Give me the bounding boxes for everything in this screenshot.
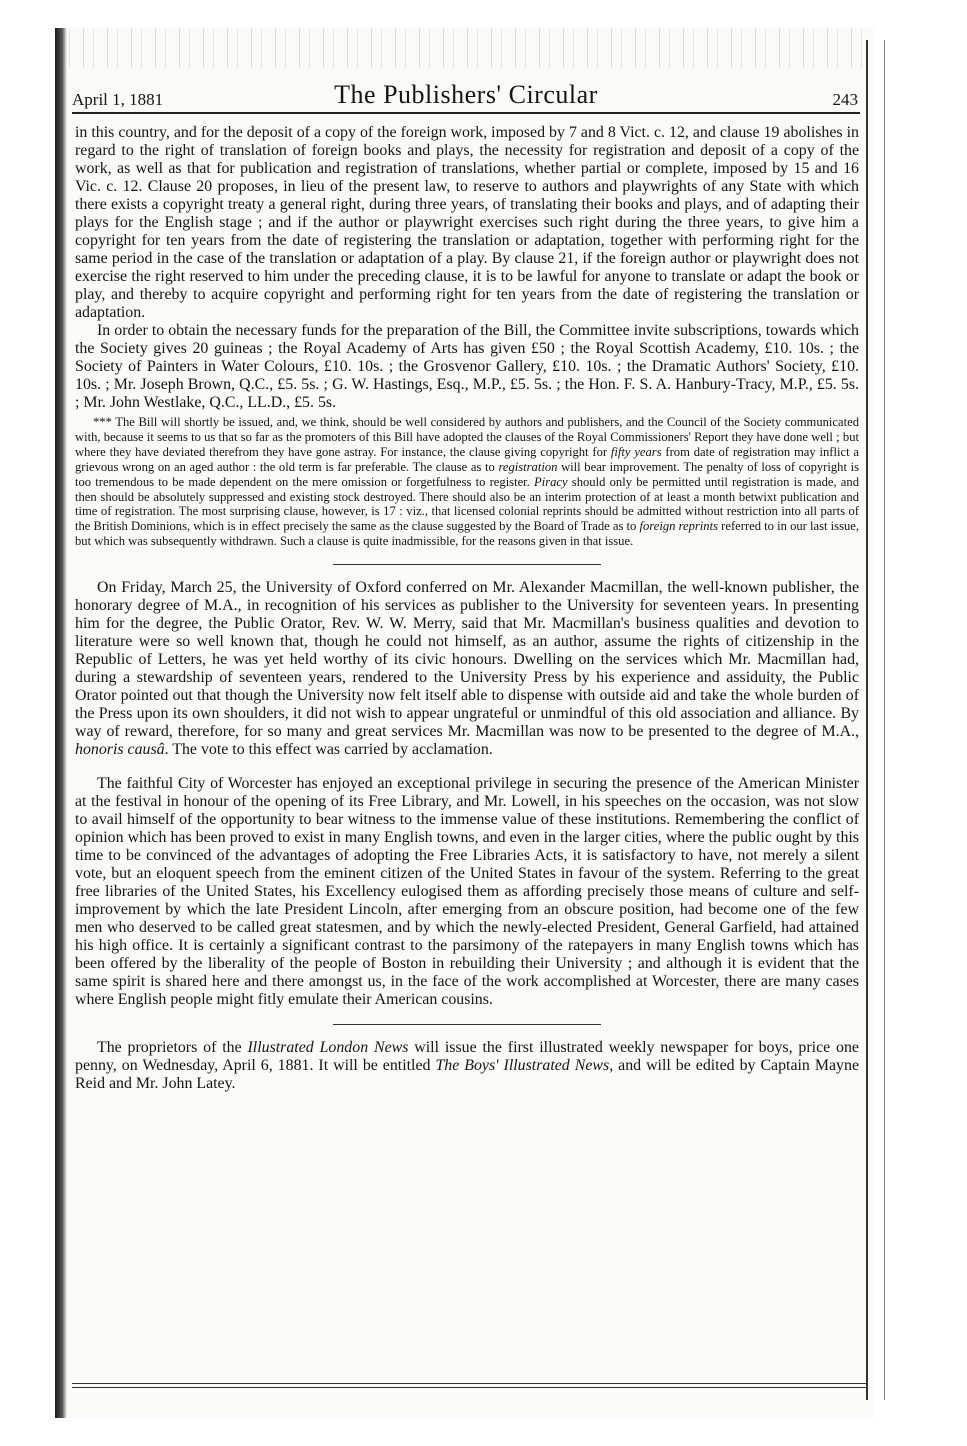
- paragraph: in this country, and for the deposit of a copy of the foreign work, imposed by 7 and 8 Vict. c. 12, and clause 19 abolishes in regard to the right of translation of foreign books and plays, the necessity for registration and deposit of a copy of the work, as well as that for publication and registration of translations, whether partial or complete, imposed by 15 and 16 Vic. c. 12. Clause 20 proposes, in lieu of the present law, to reserve to authors and playwrights of any State with which there exists a copyright treaty a general right, during three years, of translating their books and plays, and of adapting their plays for the English stage ; and if the author or playwright exercises such right during the three years, to give him a copyright for ten years from the date of registering the translation or adaptation, together with performing right for the same period in the case of the translation or adaptation of a play. By clause 21, if the foreign author or playwright does not exercise the right reserved to him under the preceding clause, it is to be lawful for anyone to translate or adapt the book or play, and thereby to acquire copyright and performing right for ten years from the date of registering the translation or adaptation.: [75, 124, 859, 321]
- bottom-rule: [72, 1383, 868, 1388]
- page-content: [75, 124, 859, 1093]
- section-divider: [333, 564, 601, 565]
- paragraph: The faithful City of Worcester has enjoyed an exceptional privilege in securing the presence of the American Minister at the festival in honour of the opening of its Free Library, and Mr. Lowell, in his speeches on the occasion, was not slow to avail himself of the opportunity to bear witness to the immense value of these institutions. Remembering the conflict of opinion which has been proved to exist in many English towns, and even in the larger cities, where the public ought by this time to be convinced of the advantages of adopting the Free Libraries Acts, it is satisfactory to have, not merely a silent vote, but an eloquent speech from the eminent citizen of the United States in favour of the system. Referring to the great free libraries of the United States, his Excellency eulogised them as affording precisely those means of culture and self-improvement by which the late President Lincoln, after emerging from an obscure position, had become one of the few men who deserved to be called great statesmen, and by which the newly-elected President, General Garfield, had attained his high office. It is certainly a significant contrast to the parsimony of the ratepayers in many English towns which has been offered by the liberality of the people of Boston in rebuilding their University ; and although it is evident that the same spirit is shared here and there amongst us, in the face of the work accomplished at Worcester, there are many cases where English people might fitly emulate their American cousins.: [75, 775, 859, 1009]
- header-date: April 1, 1881: [72, 90, 164, 109]
- article-copyright-bill: [75, 124, 859, 549]
- paragraph: In order to obtain the necessary funds for the preparation of the Bill, the Committee invite subscriptions, towards which the Society gives 20 guineas ; the Royal Academy of Arts has given £50 ; the Royal Scottish Academy, £10. 10s. ; the Society of Painters in Water Colours, £10. 10s. ; the Grosvenor Gallery, £10. 10s. ; the Dramatic Authors' Society, £10. 10s. ; Mr. Joseph Brown, Q.C., £5. 5s. ; G. W. Hastings, Esq., M.P., £5. 5s. ; the Hon. F. S. A. Hanbury-Tracy, M.P., £5. 5s. ; Mr. John Westlake, Q.C., LL.D., £5. 5s.: [75, 322, 859, 411]
- header-title: The Publishers' Circular: [334, 80, 598, 109]
- binding-shadow: [55, 28, 67, 1418]
- right-binding-edge: [866, 40, 885, 1400]
- page-number: 243: [832, 90, 858, 109]
- paragraph: On Friday, March 25, the University of Oxford conferred on Mr. Alexander Macmillan, the well-known publisher, the honorary degree of M.A., in recognition of his services as publisher to the University for seventeen years. In presenting him for the degree, the Public Orator, Rev. W. W. Merry, said that Mr. Macmillan's business qualities and devotion to literature were so well known that, though he could not himself, as an author, assume the rights of citizenship in the Republic of Letters, he was yet held worthy of its civic honours. Dwelling on the services which Mr. Macmillan had, during a stewardship of seventeen years, rendered to the University Press by his experience and assiduity, the Public Orator pointed out that though the University now felt itself able to dispense with outside aid and take the whole burden of the Press upon its own shoulders, it did not wish to appear ungrateful or unmindful of this old association and alliance. By way of reward, therefore, for so many and great services Mr. Macmillan was now to be presented to the degree of M.A., honoris causâ. The vote to this effect was carried by acclamation.: [75, 579, 859, 759]
- article-worcester-library: [75, 775, 859, 1009]
- scan-noise: [60, 28, 875, 68]
- section-divider: [333, 1024, 601, 1025]
- article-macmillan-degree: [75, 579, 859, 759]
- paragraph: The proprietors of the Illustrated London News will issue the first illustrated weekly newspaper for boys, price one penny, on Wednesday, April 6, 1881. It will be entitled The Boys' Illustrated News, and will be edited by Captain Mayne Reid and Mr. John Latey.: [75, 1039, 859, 1093]
- article-boys-illustrated-news: [75, 1039, 859, 1093]
- editorial-note: *** The Bill will shortly be issued, and, we think, should be well considered by authors and publishers, and the Council of the Society communicated with, because it seems to us that so far as the promoters of this Bill have adopted the clauses of the Royal Commissioners' Report they have done well ; but where they have deviated therefrom they have gone astray. For instance, the clause giving copyright for fifty years from date of registration may inflict a grievous wrong on an aged author : the old term is far preferable. The clause as to registration will bear improvement. The penalty of loss of copyright is too tremendous to be made dependent on the mere omission or forgetfulness to register. Piracy should only be permitted until registration is made, and then should be absolutely suppressed and existing stock destroyed. There should also be an interim protection of at least a month betwixt publication and time of registration. The most surprising clause, however, is 17 : viz., that licensed colonial reprints should be admitted without restriction into all parts of the British Dominions, which is in effect precisely the same as the clause suggested by the Board of Trade as to foreign reprints referred to in our last issue, but which was subsequently withdrawn. Such a clause is quite inadmissible, for the reasons given in that issue.: [75, 415, 859, 549]
- page-header: [72, 78, 860, 114]
